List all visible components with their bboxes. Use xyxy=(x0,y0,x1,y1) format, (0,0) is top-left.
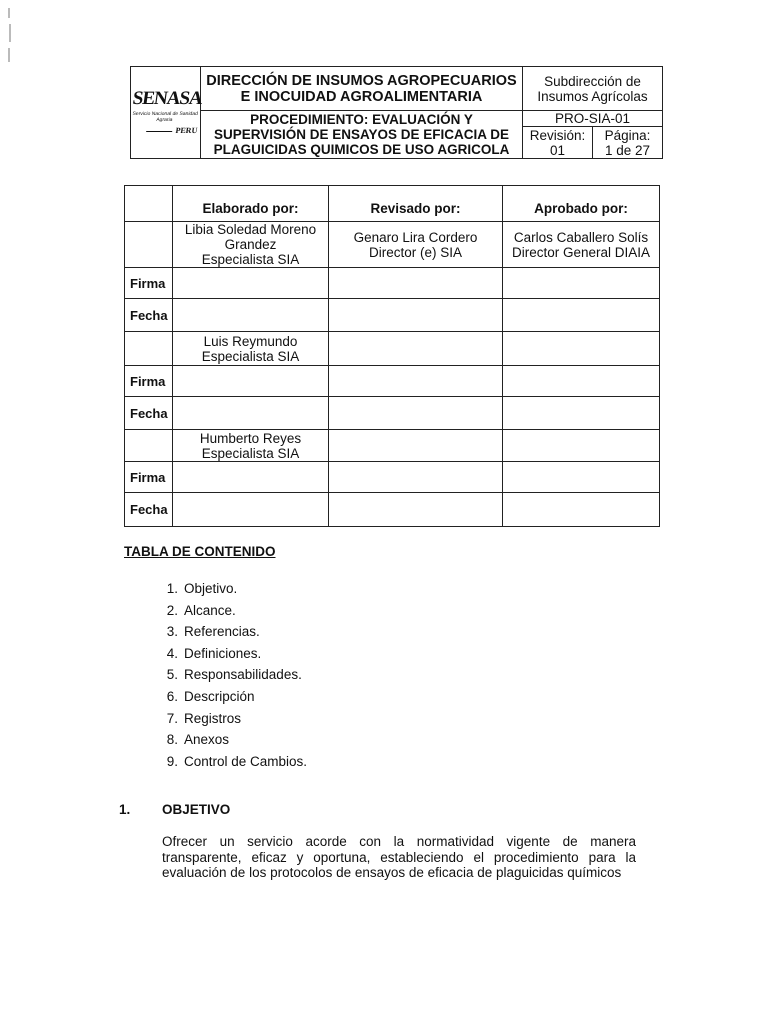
toc-item-number: 2. xyxy=(166,602,178,618)
toc-item-number: 6. xyxy=(166,688,178,704)
date-field xyxy=(173,299,329,332)
section-title: OBJETIVO xyxy=(162,802,231,817)
toc-item xyxy=(154,710,307,732)
author-2: Luis Reymundo Especialista SIA xyxy=(173,332,329,366)
revision: Revisión: 01 xyxy=(523,127,593,159)
toc-item-text: Alcance. xyxy=(184,602,236,618)
toc-item-number: 8. xyxy=(166,732,178,748)
firma-label: Firma xyxy=(125,268,173,299)
toc-item xyxy=(154,623,307,645)
toc-title: TABLA DE CONTENIDO xyxy=(124,544,276,559)
toc-item xyxy=(154,645,307,667)
toc-item xyxy=(154,580,307,602)
department-title: DIRECCIÓN DE INSUMOS AGROPECUARIOS E INOCUIDAD AGROALIMENTARIA xyxy=(201,67,523,111)
toc-item-text: Control de Cambios. xyxy=(184,753,308,769)
logo-tagline: Servicio Nacional de Sanidad Agraria xyxy=(132,110,199,123)
toc-item-text: Responsabilidades. xyxy=(184,667,302,683)
toc-item-text: Definiciones. xyxy=(184,645,262,661)
toc-item xyxy=(154,688,307,710)
signature-field xyxy=(173,268,329,299)
toc-item-number: 9. xyxy=(166,753,178,769)
date-field xyxy=(173,397,329,430)
logo-name: SENASA xyxy=(131,87,204,109)
document-header xyxy=(130,66,663,159)
toc-item xyxy=(154,753,307,775)
procedure-title: PROCEDIMIENTO: EVALUACIÓN Y SUPERVISIÓN DE ENSAYOS DE EFICACIA DE PLAGUICIDAS QUIMICOS DE USO AGRICOLA xyxy=(201,111,523,159)
signature-table xyxy=(124,185,660,527)
toc-list xyxy=(154,580,307,774)
firma-label: Firma xyxy=(125,462,173,493)
author-1: Libia Soledad Moreno Grandez Especialista SIA xyxy=(173,222,329,268)
toc-item-text: Descripción xyxy=(184,688,255,704)
toc-item-text: Anexos xyxy=(184,732,230,748)
author-3: Humberto Reyes Especialista SIA xyxy=(173,430,329,462)
header-elaborado: Elaborado por: xyxy=(173,186,329,222)
toc-item xyxy=(154,602,307,624)
senasa-logo xyxy=(128,88,204,135)
toc-item-number: 3. xyxy=(166,624,178,640)
header-revisado: Revisado por: xyxy=(329,186,503,222)
approver: Carlos Caballero Solís Director General DIAIA xyxy=(503,222,660,268)
toc-item-number: 7. xyxy=(166,710,178,726)
section-number: 1. xyxy=(119,802,131,817)
fecha-label: Fecha xyxy=(125,397,173,430)
page-number: Página: 1 de 27 xyxy=(604,127,651,158)
firma-label: Firma xyxy=(125,366,173,397)
toc-item xyxy=(154,666,307,688)
signature-field xyxy=(173,366,329,397)
toc-item xyxy=(154,731,307,753)
fecha-label: Fecha xyxy=(125,493,173,527)
scan-artifact xyxy=(8,8,22,78)
section-paragraph: Ofrecer un servicio acorde con la normatividad vigente de manera transparente, eficaz y oportuna, estableciendo el procedimiento para la evaluación de los protocolos de ensayos de eficacia de plaguicidas químicos xyxy=(162,834,636,880)
toc-item-text: Registros xyxy=(184,710,242,726)
header-aprobado: Aprobado por: xyxy=(503,186,660,222)
toc-item-number: 1. xyxy=(166,581,178,596)
date-field xyxy=(173,493,329,527)
subdirection: Subdirección de Insumos Agrícolas xyxy=(523,67,663,111)
logo-country: PERU xyxy=(128,126,198,135)
toc-item-text: Referencias. xyxy=(184,624,260,640)
toc-item-number: 5. xyxy=(166,667,178,683)
reviewer: Genaro Lira Cordero Director (e) SIA xyxy=(329,222,503,268)
toc-item-number: 4. xyxy=(166,645,178,661)
document-code: PRO-SIA-01 xyxy=(523,111,662,127)
toc-item-text: Objetivo. xyxy=(184,581,238,596)
signature-field xyxy=(173,462,329,493)
logo-cell xyxy=(131,67,204,159)
fecha-label: Fecha xyxy=(125,299,173,332)
